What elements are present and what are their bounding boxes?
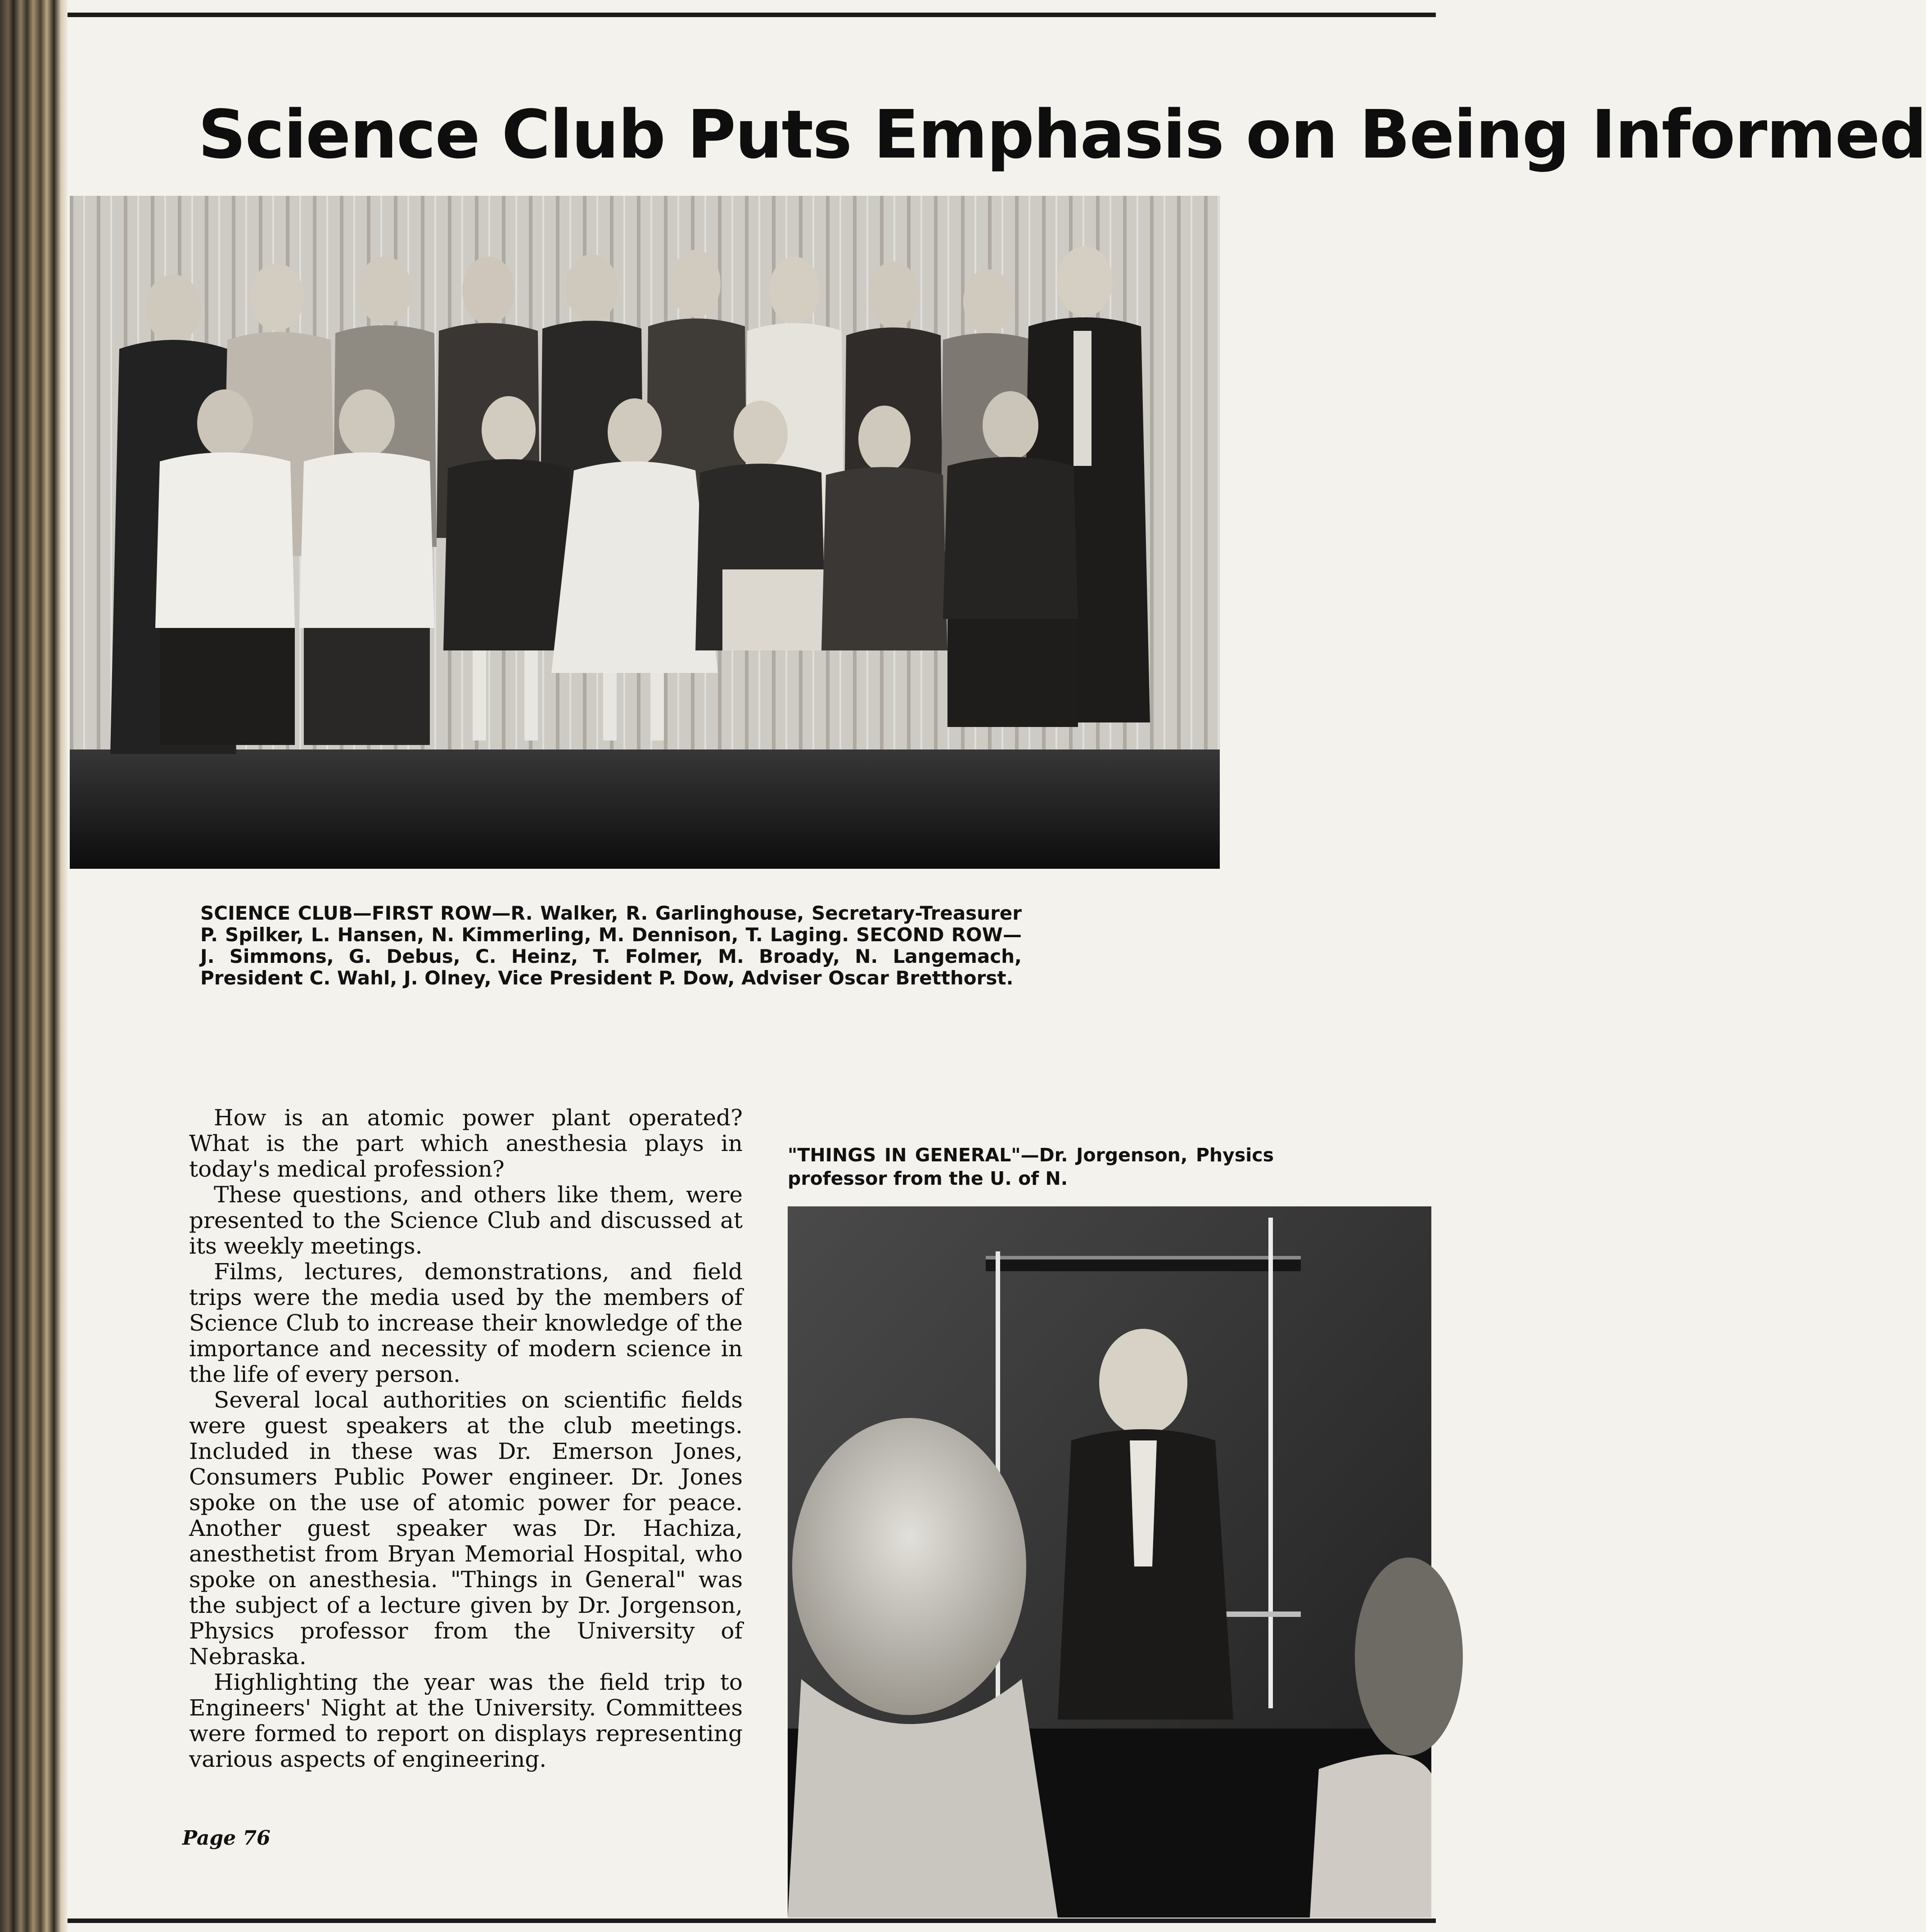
page-title: Science Club Puts Emphasis on Being Informed xyxy=(198,96,1926,173)
lecture-photo xyxy=(788,1206,1431,1918)
article-paragraph: Highlighting the year was the field trip to Engineers' Night at the University. Committees were formed to report on displays representing various aspects of engineering. xyxy=(189,1669,743,1772)
article-paragraph: Several local authorities on scientific fields were guest speakers at the club meetings. Included in these was Dr. Emerson Jones, Consumers Public Power engineer. Dr. Jones spoke on the use of atomic power for peace. Another guest speaker was Dr. Hachiza, anesthetist from Bryan Memorial Hospital, who spoke on anesthesia. "Things in General" was the subject of a lecture given by Dr. Jorgenson, Physics professor from the University of Nebraska. xyxy=(189,1387,743,1670)
page-bottom-border xyxy=(68,1918,1436,1923)
page-top-border xyxy=(68,13,1436,17)
book-spine xyxy=(0,0,68,1932)
article-body xyxy=(189,1105,743,1772)
article-paragraph: Films, lectures, demonstrations, and field trips were the media used by the members of Science Club to increase their knowledge of the importance and necessity of modern science in the life of every person. xyxy=(189,1259,743,1387)
page-number: Page 76 xyxy=(182,1827,271,1850)
lecture-photo-caption: "THINGS IN GENERAL"—Dr. Jorgenson, Physics professor from the U. of N. xyxy=(788,1144,1274,1189)
group-photo-caption: SCIENCE CLUB—FIRST ROW—R. Walker, R. Garlinghouse, Secretary-Treasurer P. Spilker, L. Hansen, N. Kimmerling, M. Dennison, T. Laging. SECOND ROW—J. Simmons, G. Debus, C. Heinz, T. Folmer, M. Broady, N. Langemach, President C. Wahl, J. Olney, Vice President P. Dow, Adviser Oscar Bretthorst. xyxy=(200,902,1022,989)
science-club-group-photo xyxy=(70,196,1220,869)
article-paragraph: These questions, and others like them, were presented to the Science Club and discussed at its weekly meetings. xyxy=(189,1182,743,1259)
article-paragraph: How is an atomic power plant operated? What is the part which anesthesia plays in today's medical profession? xyxy=(189,1105,743,1182)
